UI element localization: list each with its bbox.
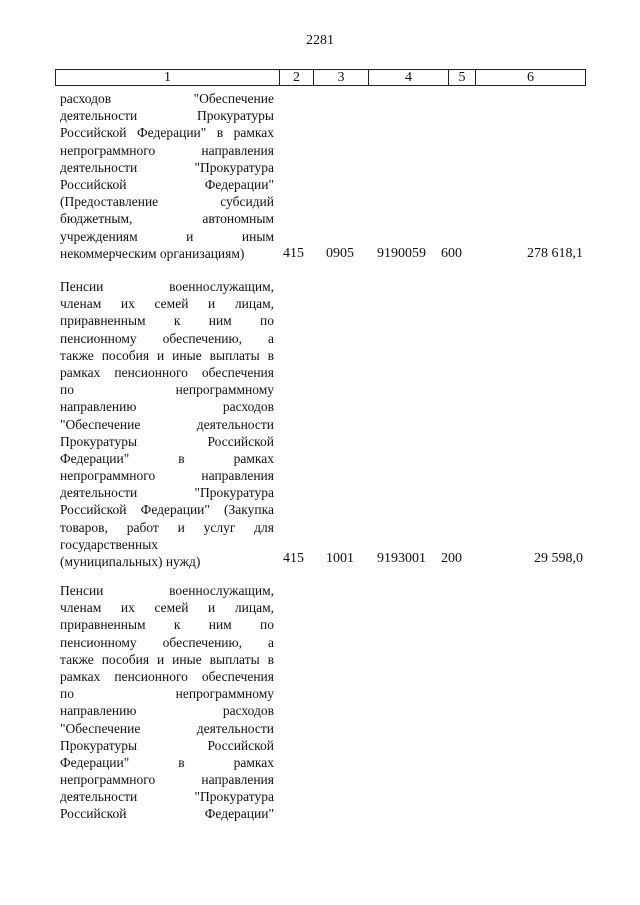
description-line: непрограммного направления bbox=[60, 142, 274, 158]
description-line: Пенсии военнослужащим, bbox=[60, 279, 274, 294]
description-line: деятельности Прокуратуры bbox=[60, 108, 274, 124]
table-row bbox=[0, 90, 640, 278]
description-line: деятельности "Прокуратура bbox=[60, 485, 274, 501]
description-line: приравненным к ним по bbox=[60, 313, 274, 329]
description-line: бюджетным, автономным bbox=[60, 211, 274, 227]
table-header bbox=[55, 69, 586, 86]
amount-value: 29 598,0 bbox=[534, 551, 583, 566]
description-line: "Обеспечение деятельности bbox=[60, 720, 274, 736]
description-line: по непрограммному bbox=[60, 382, 274, 398]
description-line: расходов "Обеспечение bbox=[60, 91, 274, 106]
description-line: приравненным к ним по bbox=[60, 617, 274, 633]
row-description bbox=[60, 278, 274, 570]
description-line: (Предоставление субсидий bbox=[60, 194, 274, 210]
description-line: Российской Федерации" в рамках bbox=[60, 125, 274, 141]
description-line: государственных bbox=[60, 536, 159, 552]
description-line: учреждениям и иным bbox=[60, 228, 274, 244]
description-line: Российской Федерации" (Закупка bbox=[60, 502, 274, 518]
description-line: Пенсии военнослужащим, bbox=[60, 583, 274, 598]
amount-value: 278 618,1 bbox=[527, 246, 583, 261]
row-description bbox=[60, 90, 274, 262]
description-line: Прокуратуры Российской bbox=[60, 737, 274, 753]
description-line: членам их семей и лицам, bbox=[60, 600, 274, 616]
description-line: членам их семей и лицам, bbox=[60, 296, 274, 312]
section-code: 0905 bbox=[326, 246, 354, 261]
description-line: рамках пенсионного обеспечения bbox=[60, 668, 274, 684]
description-line: деятельности "Прокуратура bbox=[60, 159, 274, 175]
description-line: "Обеспечение деятельности bbox=[60, 416, 274, 432]
description-line: пенсионному обеспечению, а bbox=[60, 634, 274, 650]
description-line: Российской Федерации" bbox=[60, 176, 274, 192]
description-line: по непрограммному bbox=[60, 686, 274, 702]
row-description bbox=[60, 582, 274, 823]
header-col-2: 2 bbox=[280, 70, 314, 85]
description-line: деятельности "Прокуратура bbox=[60, 789, 274, 805]
header-col-5: 5 bbox=[449, 70, 476, 85]
description-line: товаров, работ и услуг для bbox=[60, 519, 274, 535]
description-line: рамках пенсионного обеспечения bbox=[60, 364, 274, 380]
table-row bbox=[0, 278, 640, 582]
section-code: 1001 bbox=[326, 551, 354, 566]
description-line: направлению расходов bbox=[60, 399, 274, 415]
header-col-1: 1 bbox=[56, 70, 280, 85]
ministry-code: 415 bbox=[283, 551, 304, 566]
description-line: Прокуратуры Российской bbox=[60, 433, 274, 449]
description-line: также пособия и иные выплаты в bbox=[60, 347, 274, 363]
header-col-6: 6 bbox=[527, 70, 534, 85]
expense-type-code: 200 bbox=[441, 551, 462, 566]
description-line: пенсионному обеспечению, а bbox=[60, 330, 274, 346]
description-line: направлению расходов bbox=[60, 703, 274, 719]
description-line: (муниципальных) нужд) bbox=[60, 554, 201, 569]
article-code: 9193001 bbox=[377, 551, 426, 566]
header-col-3: 3 bbox=[314, 70, 369, 85]
description-line: также пособия и иные выплаты в bbox=[60, 651, 274, 667]
ministry-code: 415 bbox=[283, 246, 304, 261]
description-line: непрограммного направления bbox=[60, 772, 274, 788]
table-body bbox=[0, 90, 640, 832]
description-line: Российской Федерации" bbox=[60, 806, 274, 822]
description-line: некоммерческим организациям) bbox=[60, 245, 245, 261]
description-line: непрограммного направления bbox=[60, 468, 274, 484]
description-line: Федерации" в рамках bbox=[60, 754, 274, 770]
header-col-4: 4 bbox=[369, 70, 449, 85]
description-line: Федерации" в рамках bbox=[60, 450, 274, 466]
page-number: 2281 bbox=[306, 33, 334, 48]
table-row bbox=[0, 582, 640, 832]
article-code: 9190059 bbox=[377, 246, 426, 261]
expense-type-code: 600 bbox=[441, 246, 462, 261]
